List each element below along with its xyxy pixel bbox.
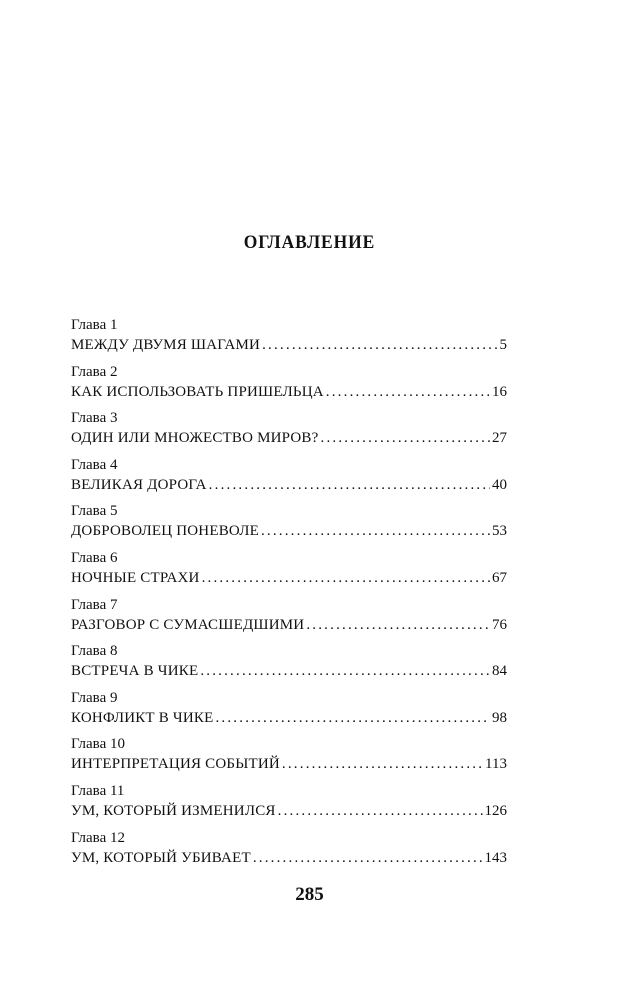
chapter-title: КАК ИСПОЛЬЗОВАТЬ ПРИШЕЛЬЦА xyxy=(71,383,324,400)
chapter-label: Глава 6 xyxy=(71,549,118,566)
toc-entry[interactable] xyxy=(71,501,507,548)
chapter-label: Глава 8 xyxy=(71,643,118,660)
chapter-page-number: 53 xyxy=(492,523,507,540)
chapter-page-number: 27 xyxy=(492,430,507,447)
toc-entry[interactable] xyxy=(71,408,507,455)
toc-entry[interactable] xyxy=(71,548,507,595)
chapter-page-number: 84 xyxy=(492,663,507,680)
chapter-page-number: 40 xyxy=(492,476,507,493)
chapter-title: ОДИН ИЛИ МНОЖЕСТВО МИРОВ? xyxy=(71,430,319,447)
chapter-page-number: 5 xyxy=(499,337,507,353)
chapter-page-number: 143 xyxy=(484,849,507,866)
toc-entry[interactable] xyxy=(71,455,507,502)
chapter-title: ИНТЕРПРЕТАЦИЯ СОБЫТИЙ xyxy=(71,756,280,773)
dot-leader xyxy=(202,568,490,588)
dot-leader xyxy=(326,382,490,402)
dot-leader xyxy=(261,521,490,541)
dot-leader xyxy=(262,335,497,355)
chapter-label: Глава 5 xyxy=(71,503,118,520)
chapter-title: УМ, КОТОРЫЙ УБИВАЕТ xyxy=(71,849,251,866)
chapter-title: ДОБРОВОЛЕЦ ПОНЕВОЛЕ xyxy=(71,523,259,540)
chapter-label: Глава 11 xyxy=(71,782,125,799)
table-of-contents xyxy=(71,315,507,874)
chapter-page-number: 126 xyxy=(484,802,507,819)
chapter-page-number: 98 xyxy=(492,709,507,726)
page-number: 285 xyxy=(295,884,324,905)
toc-entry[interactable] xyxy=(71,688,507,735)
dot-leader xyxy=(278,801,483,821)
dot-leader xyxy=(253,848,483,868)
toc-entry[interactable] xyxy=(71,315,507,362)
toc-entry[interactable] xyxy=(71,595,507,642)
chapter-label: Глава 4 xyxy=(71,456,118,473)
chapter-page-number: 67 xyxy=(492,569,507,586)
chapter-label: Глава 10 xyxy=(71,736,125,753)
toc-entry[interactable] xyxy=(71,781,507,828)
toc-entry[interactable] xyxy=(71,641,507,688)
chapter-label: Глава 7 xyxy=(71,596,118,613)
chapter-title: МЕЖДУ ДВУМЯ ШАГАМИ xyxy=(71,337,261,353)
chapter-title: РАЗГОВОР С СУМАСШЕДШИМИ xyxy=(71,616,305,633)
chapter-label: Глава 2 xyxy=(71,363,118,380)
chapter-title: НОЧНЫЕ СТРАХИ xyxy=(71,569,200,586)
chapter-label: Глава 9 xyxy=(71,689,118,706)
chapter-title: УМ, КОТОРЫЙ ИЗМЕНИЛСЯ xyxy=(71,802,276,819)
chapter-title: ВЕЛИКАЯ ДОРОГА xyxy=(71,476,207,493)
dot-leader xyxy=(200,661,490,681)
toc-entry[interactable] xyxy=(71,734,507,781)
dot-leader xyxy=(215,708,490,728)
chapter-label: Глава 3 xyxy=(71,410,118,427)
toc-entry[interactable] xyxy=(71,828,507,875)
dot-leader xyxy=(282,754,483,774)
chapter-title: КОНФЛИКТ В ЧИКЕ xyxy=(71,709,214,726)
chapter-title: ВСТРЕЧА В ЧИКЕ xyxy=(71,663,199,680)
page-title: ОГЛАВЛЕНИЕ xyxy=(243,232,376,253)
chapter-page-number: 16 xyxy=(492,383,507,400)
dot-leader xyxy=(321,428,491,448)
toc-entry[interactable] xyxy=(71,362,507,409)
chapter-label: Глава 12 xyxy=(71,829,125,846)
dot-leader xyxy=(306,615,490,635)
dot-leader xyxy=(209,475,490,495)
chapter-page-number: 113 xyxy=(485,756,507,773)
chapter-label: Глава 1 xyxy=(71,317,118,333)
chapter-page-number: 76 xyxy=(492,616,507,633)
